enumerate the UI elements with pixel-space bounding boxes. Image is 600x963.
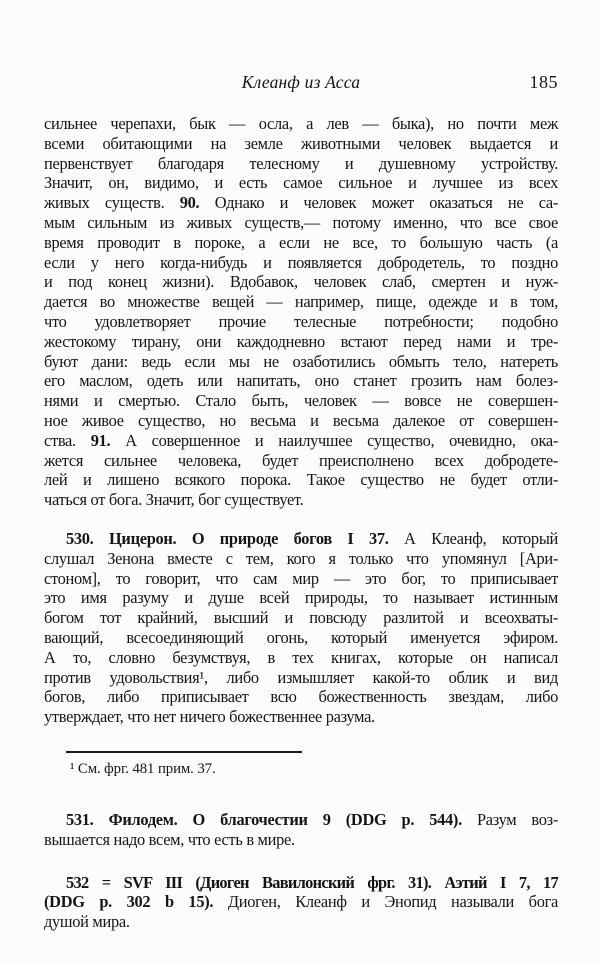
text-segment: А Клеанф, который — [388, 528, 558, 548]
text-segment: богом тот крайний, высший и повсюду разлитой и всеохваты- — [44, 608, 558, 628]
text-line — [44, 272, 558, 292]
text-segment: 530. Цицерон. О природе богов I 37. — [66, 528, 389, 548]
text-segment: буют дани: ведь если мы не озаботились обмыть тело, натереть — [44, 351, 558, 371]
page-number: 185 — [529, 72, 558, 92]
footnote-rule — [66, 751, 302, 753]
text-segment: утверждает, что нет ничего божественнее разума. — [44, 707, 375, 727]
text-line — [44, 569, 558, 589]
text-line — [44, 312, 558, 332]
text-segment: душой мира. — [44, 912, 130, 932]
text-segment: 532 = SVF III (Диоген Вавилонский фрг. 31). Аэтий I 7, 17 — [66, 872, 558, 892]
text-line — [44, 912, 558, 932]
text-segment: дается во множестве вещей — например, пище, одежде и в том, — [44, 292, 558, 312]
text-block — [44, 114, 558, 932]
text-line — [44, 873, 558, 893]
text-line — [44, 213, 558, 233]
text-segment: (DDG p. 302 b 15). — [44, 892, 214, 912]
text-line — [44, 892, 558, 912]
text-segment: сильнее черепахи, бык — осла, а лев — быка), но почти меж — [44, 114, 558, 133]
fragment-530 — [44, 529, 558, 727]
text-segment: А то, словно безумствуя, в тех книгах, которые он написал — [44, 647, 558, 667]
text-segment: жестокому тирану, они каждодневно встают перед нами и тре- — [44, 331, 558, 351]
text-line — [44, 233, 558, 253]
text-segment: вышается надо всем, что есть в мире. — [44, 829, 295, 849]
text-line — [44, 292, 558, 312]
footnote-1 — [44, 751, 558, 778]
text-line — [44, 760, 558, 778]
text-segment: 90. — [179, 193, 200, 213]
text-segment: ства. — [44, 430, 91, 450]
text-line — [44, 431, 558, 451]
text-segment: нями и смертью. Стало быть, человек — вовсе не совершен- — [44, 391, 558, 411]
text-segment: Диоген, Клеанф и Энопид называли бога — [213, 892, 559, 912]
text-segment: вающий, всесоединяющий огонь, который именуется эфиром. — [44, 627, 558, 647]
text-line — [44, 490, 558, 510]
text-segment: ¹ См. фрг. 481 прим. 37. — [70, 760, 216, 777]
text-line — [44, 451, 558, 471]
text-segment: что удовлетворяет прочие телесные потребности; подобно — [44, 311, 558, 331]
text-segment: живых существ. — [44, 193, 180, 213]
text-segment: богов, либо приписывает всю божественность звездам, либо — [44, 687, 558, 707]
text-line — [44, 173, 558, 193]
text-line — [44, 529, 558, 549]
text-line — [44, 371, 558, 391]
text-segment: время проводит в пороке, а если не все, то большую часть (а — [44, 232, 558, 252]
text-segment: всеми обитающими на земле животными человек выдается и — [44, 133, 558, 153]
text-segment: его маслом, одеть или напитать, оно станет грозить нам болез- — [44, 371, 558, 391]
text-segment: мым сильным из живых существ,— потому именно, что все свое — [44, 212, 558, 232]
text-line — [44, 588, 558, 608]
text-segment: 531. Филодем. О благочестии 9 (DDG p. 544). — [66, 809, 462, 829]
text-line — [44, 134, 558, 154]
text-segment: если у него когда-нибудь и появляется добродетель, то поздно — [44, 252, 558, 272]
text-line — [44, 608, 558, 628]
text-segment: ное живое существо, но весьма и весьма далекое от совершен- — [44, 410, 558, 430]
text-segment: А совершенное и наилучшее существо, очевидно, ока- — [110, 430, 558, 450]
text-segment: лей и лишено всякого порока. Такое существо не будет отли- — [44, 470, 558, 490]
text-line — [44, 668, 558, 688]
text-segment: стоном], то говорит, что сам мир — это бог, то приписывает — [44, 568, 558, 588]
running-title: Клеанф из Асса — [241, 72, 361, 92]
text-segment: Разум воз- — [461, 809, 558, 829]
text-line — [44, 687, 558, 707]
text-line — [44, 391, 558, 411]
text-line — [44, 332, 558, 352]
text-line — [44, 352, 558, 372]
page-header — [44, 72, 558, 94]
text-segment: слушал Зенона вместе с тем, кого я только что упомянул [Ари- — [44, 548, 558, 568]
fragment-529-continuation — [44, 114, 558, 510]
text-line — [44, 648, 558, 668]
text-line — [44, 411, 558, 431]
text-segment: против удовольствия¹, либо измышляет какой-то облик и вид — [44, 667, 558, 687]
text-line — [44, 253, 558, 273]
text-segment: жется сильнее человека, будет преисполнено всех добродете- — [44, 450, 558, 470]
text-segment: Однако и человек может оказаться не са- — [199, 193, 558, 213]
text-line — [44, 549, 558, 569]
fragment-532 — [44, 873, 558, 932]
text-segment: чаться от бога. Значит, бог существует. — [44, 490, 304, 510]
text-line — [44, 154, 558, 174]
fragment-531 — [44, 810, 558, 850]
text-segment: первенствует благодаря телесному и душевному устройству. — [44, 153, 558, 173]
text-line — [44, 114, 558, 134]
text-line — [44, 193, 558, 213]
text-line — [44, 628, 558, 648]
text-segment: и под конец жизни). Вдобавок, человек слаб, смертен и нуж- — [44, 272, 558, 292]
text-line — [44, 810, 558, 830]
text-line — [44, 707, 558, 727]
text-segment: Значит, он, видимо, и есть самое сильное и лучшее из всех — [44, 173, 558, 193]
text-segment: это имя разуму и душе всей природы, то называет истинным — [44, 588, 558, 608]
text-segment: 91. — [90, 430, 111, 450]
text-line — [44, 470, 558, 490]
text-line — [44, 830, 558, 850]
